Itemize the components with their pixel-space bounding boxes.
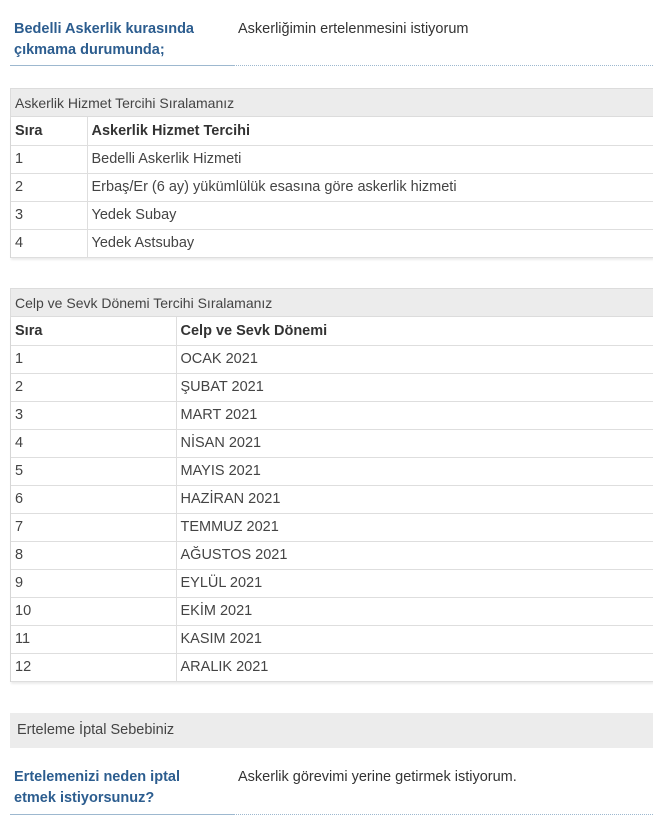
row-rank: 11 <box>11 625 176 653</box>
table-header-row <box>11 117 653 145</box>
table-row <box>11 597 653 625</box>
table-row <box>11 457 653 485</box>
row-rank: 4 <box>11 429 176 457</box>
table-row <box>11 513 653 541</box>
column-header-tercih: Askerlik Hizmet Tercihi <box>87 117 653 145</box>
row-value: Bedelli Askerlik Hizmeti <box>87 145 653 173</box>
row-rank: 7 <box>11 513 176 541</box>
hizmet-tercih-table <box>11 117 653 258</box>
bedelli-kura-value: Askerliğimin ertelenmesini istiyorum <box>238 21 469 37</box>
row-rank: 12 <box>11 653 176 681</box>
row-rank: 2 <box>11 173 87 201</box>
row-value: KASIM 2021 <box>176 625 653 653</box>
row-value: MAYIS 2021 <box>176 457 653 485</box>
label-underline <box>10 814 235 815</box>
row-value: Erbaş/Er (6 ay) yükümlülük esasına göre askerlik hizmeti <box>87 173 653 201</box>
table-row <box>11 173 653 201</box>
table-row <box>11 485 653 513</box>
row-value: ARALIK 2021 <box>176 653 653 681</box>
column-header-sira: Sıra <box>11 117 87 145</box>
row-rank: 5 <box>11 457 176 485</box>
row-rank: 4 <box>11 229 87 257</box>
hizmet-tercih-caption: Askerlik Hizmet Tercihi Sıralamanız <box>11 88 653 117</box>
table-header-row <box>11 317 653 345</box>
row-rank: 6 <box>11 485 176 513</box>
row-rank: 1 <box>11 345 176 373</box>
row-value: Yedek Astsubay <box>87 229 653 257</box>
erteleme-iptal-label-line2: etmek istiyorsunuz? <box>14 790 155 806</box>
table-row <box>11 653 653 681</box>
label-underline <box>10 65 235 66</box>
row-rank: 1 <box>11 145 87 173</box>
row-value: NİSAN 2021 <box>176 429 653 457</box>
bedelli-kura-label <box>14 19 194 61</box>
erteleme-iptal-label <box>14 767 180 809</box>
row-value: ŞUBAT 2021 <box>176 373 653 401</box>
table-row <box>11 569 653 597</box>
row-rank: 8 <box>11 541 176 569</box>
table-row <box>11 541 653 569</box>
row-rank: 3 <box>11 201 87 229</box>
row-rank: 2 <box>11 373 176 401</box>
bedelli-kura-field <box>10 0 653 68</box>
bedelli-kura-label-line1: Bedelli Askerlik kurasında <box>14 21 194 37</box>
table-row <box>11 145 653 173</box>
erteleme-iptal-label-line1: Ertelemenizi neden iptal <box>14 769 180 785</box>
table-row <box>11 201 653 229</box>
erteleme-iptal-section-title: Erteleme İptal Sebebiniz <box>10 713 653 748</box>
column-header-sira: Sıra <box>11 317 176 345</box>
bedelli-kura-label-line2: çıkmama durumunda; <box>14 42 165 58</box>
row-value: MART 2021 <box>176 401 653 429</box>
row-value: AĞUSTOS 2021 <box>176 541 653 569</box>
row-rank: 10 <box>11 597 176 625</box>
row-rank: 9 <box>11 569 176 597</box>
table-row <box>11 229 653 257</box>
row-value: EKİM 2021 <box>176 597 653 625</box>
erteleme-iptal-value: Askerlik görevimi yerine getirmek istiyorum. <box>238 769 517 785</box>
erteleme-iptal-field <box>10 760 653 820</box>
row-rank: 3 <box>11 401 176 429</box>
row-value: TEMMUZ 2021 <box>176 513 653 541</box>
table-row <box>11 429 653 457</box>
row-value: EYLÜL 2021 <box>176 569 653 597</box>
celp-sevk-table <box>11 317 653 682</box>
celp-sevk-caption: Celp ve Sevk Dönemi Tercihi Sıralamanız <box>11 288 653 317</box>
table-row <box>11 373 653 401</box>
table-row <box>11 625 653 653</box>
celp-sevk-panel <box>10 288 653 682</box>
table-row <box>11 345 653 373</box>
hizmet-tercih-panel <box>10 88 653 258</box>
row-value: Yedek Subay <box>87 201 653 229</box>
table-row <box>11 401 653 429</box>
column-header-donem: Celp ve Sevk Dönemi <box>176 317 653 345</box>
row-value: OCAK 2021 <box>176 345 653 373</box>
row-value: HAZİRAN 2021 <box>176 485 653 513</box>
